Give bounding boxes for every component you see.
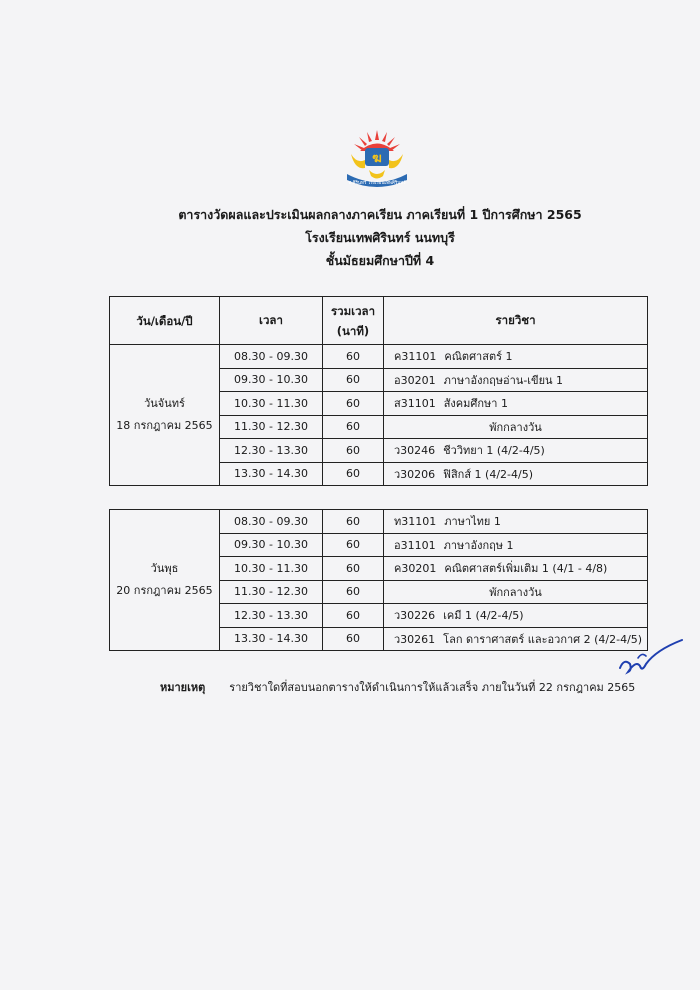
minutes-cell: 60 [323,533,384,557]
minutes-cell: 60 [323,392,384,416]
minutes-cell: 60 [323,415,384,439]
minutes-cell: 60 [323,604,384,628]
signature-mark [616,634,686,678]
time-cell: 08.30 - 09.30 [220,510,323,534]
header-minutes [323,297,384,345]
subject-name: ชีววิทยา 1 (4/2-4/5) [443,444,545,458]
subject-code: อ31101 [394,538,436,552]
day-date: 18 กรกฎาคม 2565 [116,419,213,432]
subject-name: ฟิสิกส์ 1 (4/2-4/5) [443,467,533,481]
header-time: เวลา [220,297,323,345]
title-line-1: ตารางวัดผลและประเมินผลกลางภาคเรียน ภาคเรียนที่ 1 ปีการศึกษา 2565 [178,207,582,222]
subject-cell [384,510,648,534]
subject-cell [384,604,648,628]
subject-cell [384,392,648,416]
subject-cell [384,557,648,581]
minutes-cell: 60 [323,627,384,651]
minutes-cell: 60 [323,439,384,463]
time-cell: 12.30 - 13.30 [220,604,323,628]
day-date: 20 กรกฎาคม 2565 [116,584,213,597]
time-cell: 10.30 - 11.30 [220,557,323,581]
title-line-2: โรงเรียนเทพศิรินทร์ นนทบุรี [305,230,455,245]
schedule-table-day1 [109,296,648,486]
subject-code: อ30201 [394,373,436,387]
time-cell: 12.30 - 13.30 [220,439,323,463]
subject-code: ว30246 [394,444,436,458]
subject-code: ว30261 [394,632,436,646]
time-cell: 13.30 - 14.30 [220,462,323,486]
header-date: วัน/เดือน/ปี [110,297,220,345]
title-line-3: ชั้นมัธยมศึกษาปีที่ 4 [325,253,435,268]
table-row [110,345,648,369]
header-minutes-line2: (นาที) [336,323,370,338]
minutes-cell: 60 [323,510,384,534]
subject-cell [384,368,648,392]
subject-cell [384,345,648,369]
subject-name: เคมี 1 (4/2-4/5) [443,609,524,623]
time-cell: 09.30 - 10.30 [220,533,323,557]
lunch-break-cell: พักกลางวัน [384,580,648,604]
svg-text:ฆ: ฆ [372,151,382,166]
time-cell: 08.30 - 09.30 [220,345,323,369]
header-subject: รายวิชา [384,297,648,345]
footnote-label: หมายเหตุ [160,681,206,694]
subject-code: ค31101 [394,350,437,364]
minutes-cell: 60 [323,462,384,486]
subject-name: สังคมศึกษา 1 [443,397,508,411]
minutes-cell: 60 [323,345,384,369]
time-cell: 11.30 - 12.30 [220,580,323,604]
day-name: วันพุธ [150,562,179,575]
minutes-cell: 60 [323,368,384,392]
subject-code: ว30206 [394,467,436,481]
subject-cell [384,533,648,557]
subject-cell [384,627,648,651]
subject-cell [384,439,648,463]
subject-code: ท31101 [394,515,437,529]
subject-code: ส31101 [394,397,436,411]
table-row [110,510,648,534]
day-cell [110,345,220,486]
subject-code: ค30201 [394,562,437,576]
table-header-row [110,297,648,345]
minutes-cell: 60 [323,557,384,581]
subject-name: ภาษาอังกฤษอ่าน-เขียน 1 [443,373,564,387]
subject-name: โลก ดาราศาสตร์ และอวกาศ 2 (4/2-4/5) [443,632,643,646]
day-cell [110,510,220,651]
lunch-break-cell: พักกลางวัน [384,415,648,439]
footnote [160,678,635,696]
subject-name: คณิตศาสตร์เพิ่มเติม 1 (4/1 - 4/8) [444,562,608,576]
subject-name: คณิตศาสตร์ 1 [444,350,513,364]
day-name: วันจันทร์ [144,397,185,410]
document-title [0,203,700,272]
time-cell: 11.30 - 12.30 [220,415,323,439]
subject-name: ภาษาไทย 1 [444,515,501,529]
subject-code: ว30226 [394,609,436,623]
header-minutes-line1: รวมเวลา [330,303,376,318]
schedule-table-day2 [109,509,648,651]
school-emblem-icon [337,126,417,194]
minutes-cell: 60 [323,580,384,604]
subject-name: ภาษาอังกฤษ 1 [443,538,514,552]
time-cell: 09.30 - 10.30 [220,368,323,392]
time-cell: 13.30 - 14.30 [220,627,323,651]
subject-cell [384,462,648,486]
time-cell: 10.30 - 11.30 [220,392,323,416]
footnote-text: รายวิชาใดที่สอบนอกตารางให้ดำเนินการให้แล้วเสร็จ ภายในวันที่ 22 กรกฎาคม 2565 [229,681,636,694]
svg-text:ท.ศิรินทร์ โรงเรียนเทพศิรินทร์: ท.ศิรินทร์ โรงเรียนเทพศิรินทร์ [348,181,406,186]
